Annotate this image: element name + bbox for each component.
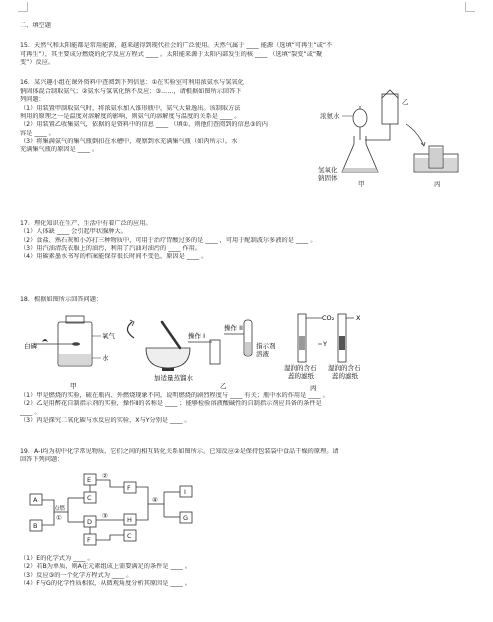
q16-line-7: 容是 ____ 。 bbox=[20, 129, 55, 137]
q19-line-1: （1）E的化学式为 ____ 。 bbox=[20, 555, 94, 562]
funnel-bulb bbox=[353, 109, 367, 127]
node-c: C bbox=[87, 494, 92, 502]
label-jia: 甲 bbox=[358, 180, 365, 188]
label-bing-18: 丙 bbox=[310, 384, 317, 392]
q19-flowchart bbox=[28, 470, 218, 552]
filtrate-beaker bbox=[210, 340, 220, 364]
arrow-to-trough bbox=[406, 124, 424, 146]
reaction-4: ④ bbox=[152, 496, 158, 504]
label-step2: 操作 II bbox=[224, 324, 243, 332]
q15-line-3: 变”）反应。 bbox=[20, 59, 55, 67]
mortar bbox=[146, 348, 190, 368]
label-oxygen: 氧气 bbox=[102, 332, 115, 340]
label-co2: CO₂ bbox=[322, 314, 335, 322]
label-yi-18: 乙 bbox=[220, 382, 227, 390]
q18-line-3: ____ 。 bbox=[20, 408, 41, 416]
q18-heading: 18．根据如图所示回答问题： bbox=[20, 296, 103, 303]
q16-line-9: 充满集气瓶的原因是 ____ 。 bbox=[20, 146, 99, 154]
q17-line-5: （4）用碳素墨水书写的档案能保存很长时间不变色，原因是 ____ 。 bbox=[20, 253, 208, 261]
q16-line-8: （3）将集满氨气的集气瓶倒扣在水槽中，观察到水充满集气瓶（如丙所示）。水 bbox=[20, 137, 238, 145]
q16-line-3: 列问题： bbox=[20, 96, 45, 104]
q17-line-1: 17．理化知识在生产、生活中有着广泛的应用。 bbox=[20, 220, 152, 227]
label-indicator: 指示剂溶液 bbox=[256, 342, 276, 358]
q18-line-4: （3）丙是探究二氧化碳与水反应的实验，X与Y分别是 ____ 。 bbox=[20, 417, 191, 425]
page-corner-mark-right bbox=[465, 2, 475, 12]
node-e: E bbox=[87, 476, 92, 484]
node-g: G bbox=[183, 514, 189, 522]
page-corner-mark-left bbox=[18, 2, 28, 12]
question-17-block bbox=[20, 220, 480, 262]
q16-line-2: 钠固体混合制取氨气；②氨水与氢氧化钠不反应；③……，请根据如图所示回答下 bbox=[20, 87, 242, 95]
node-f: F bbox=[127, 484, 131, 492]
node-d: D bbox=[87, 518, 93, 526]
flame-icon bbox=[42, 339, 48, 342]
node-f-2: F bbox=[87, 536, 91, 544]
q16-line-6: （2）用装置乙收集氨气，依据的是资料中的信息 ____ （填①，则他们查阅到的信息③的内 bbox=[20, 121, 268, 129]
reaction-2: ② bbox=[102, 472, 108, 480]
reaction-3: ③ bbox=[102, 512, 108, 520]
conical-flask bbox=[342, 136, 378, 172]
label-water: 水 bbox=[102, 354, 109, 362]
q16-line-5: 利用的原理之一是温度对溶解度的影响，则氨气的溶解度与温度的关系是 ____ 。 bbox=[20, 112, 241, 120]
delivery-tube bbox=[365, 124, 390, 140]
node-c-2: C bbox=[127, 532, 132, 540]
q17-line-3: （2）食盐、熟石灰和小苏打三种物质中，可用于治疗胃酸过多的是 ____ ，可用于配制波尔多液的是 ____ 。 bbox=[20, 236, 317, 244]
label-yi: 乙 bbox=[402, 98, 409, 106]
label-jia-18: 甲 bbox=[70, 382, 77, 390]
q15-line-1: 15．天然气和太阳能都是常用能源，越来越得到现代社会的广泛使用。天然气属于 ____ 能源（选填“可再生”或“不 bbox=[20, 42, 333, 50]
node-a: A bbox=[33, 496, 38, 504]
q16-line-4: （1）用装置甲制取氨气时，将浓氨水加入锥形瓶中，氨气大量逸出。该制取方法 bbox=[20, 104, 241, 112]
label-y: Y bbox=[323, 340, 327, 348]
label-litmus-paper-1: 湿润的含石蕊的滤纸 bbox=[284, 364, 317, 380]
question-18-block bbox=[20, 392, 480, 425]
label-bing: 丙 bbox=[434, 180, 441, 188]
label-add-water: 加适量蒸馏水 bbox=[154, 374, 193, 382]
label-concentrated-ammonia: 浓氨水 bbox=[320, 112, 340, 120]
question-16 bbox=[20, 79, 360, 154]
section-title: 二、填空题 bbox=[20, 22, 51, 29]
node-h: H bbox=[127, 516, 132, 524]
label-naoh-solid: 氢氧化钠固体 bbox=[318, 166, 338, 182]
q17-line-2: （1）人体缺 ____ 会引起甲状腺肿大。 bbox=[20, 228, 127, 236]
q16-apparatus-figure bbox=[318, 88, 468, 192]
pestle bbox=[162, 322, 180, 348]
question-19-block bbox=[20, 555, 480, 588]
q18-line-1: （1）甲是燃烧的实验，硫在瓶内、外燃烧现象不同，说明燃烧的剧烈程度与 ____ 有关；瓶中水的作用是 ____ 。 bbox=[20, 392, 329, 399]
node-b: B bbox=[33, 522, 38, 530]
question-18-heading-block bbox=[20, 296, 480, 304]
reaction-1: ① bbox=[56, 514, 62, 522]
node-i: I bbox=[184, 488, 186, 496]
question-19-heading-block bbox=[20, 448, 480, 465]
q17-line-4: （3）用汽油清洗衣服上的油污，利用了汽油对油污的 ____ 作用。 bbox=[20, 245, 202, 253]
q19-heading-1: 19．A-I均为初中化学常见物质，它们之间的相互转化关系如图所示。已知反应②是保持包装袋中食品干燥的原理。请 bbox=[20, 448, 339, 455]
q19-line-2: （2）若B为单质，则A在元素组成上需要满足的条件是 ____ 。 bbox=[20, 563, 192, 571]
sodium-hydroxide-solid bbox=[342, 168, 378, 172]
label-white-phosphorus: 白磷 bbox=[24, 342, 37, 350]
q19-line-3: （3）反应③的一个化学方程式为 ____ 。 bbox=[20, 571, 133, 579]
jar-water bbox=[59, 354, 91, 365]
q18-experiment-figure bbox=[22, 308, 458, 392]
label-litmus-paper-2: 湿润的含石蕊的滤纸 bbox=[328, 364, 361, 380]
q18-line-2: （2）乙是用醉花自制指示剂的实验，操作Ⅱ的名称是 ____ ；能够检验溶液酸碱性的自制指示剂应具备的条件是 bbox=[20, 400, 322, 408]
collecting-bottle bbox=[382, 94, 398, 124]
label-ignite: 点燃 bbox=[54, 506, 66, 512]
question-15 bbox=[20, 42, 480, 67]
q16-line-1: 16．某兴趣小组在课外资料中查阅到下列信息：①在实验室可利用浓氨水与氢氧化 bbox=[20, 79, 244, 87]
q19-line-4: （4）F与G的化学性质相似，从微观角度分析其原因是 ____ 。 bbox=[20, 580, 191, 588]
label-step1: 操作 I bbox=[188, 332, 205, 340]
q15-line-2: 可再生”），其主要成分燃烧的化学反应方程式 ____ 。太阳能来源于太阳内部发生的核 ____ （选填“裂变”或“聚 bbox=[20, 50, 323, 58]
label-x: X bbox=[356, 314, 361, 322]
q19-heading-2: 回答下列问题： bbox=[20, 456, 64, 464]
